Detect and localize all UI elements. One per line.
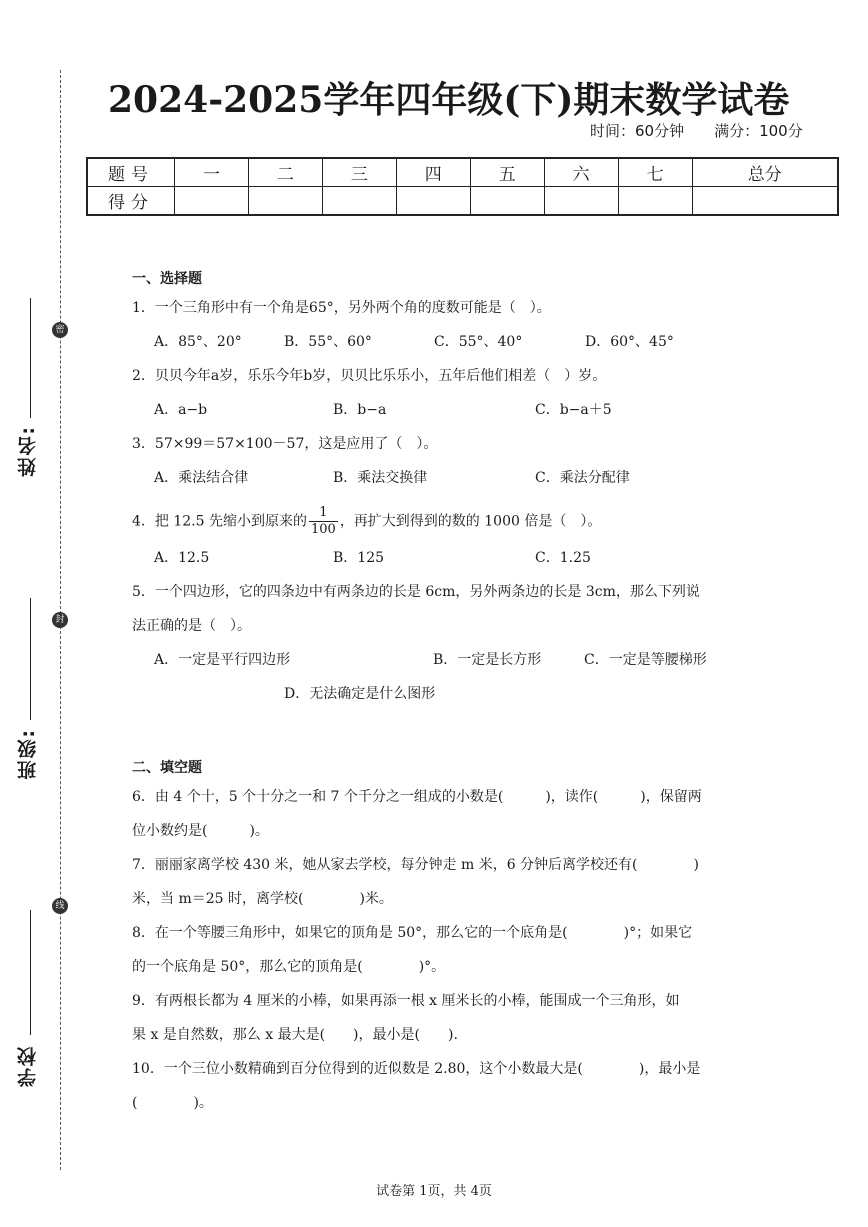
q3-option-b: B．乘法交换律 (333, 470, 428, 486)
q4-fraction (309, 505, 338, 538)
exam-full-score: 满分：100分 (714, 122, 803, 140)
seal-mark-feng: 封 (52, 612, 68, 628)
exam-info (590, 120, 803, 141)
q5-option-d: D．无法确定是什么图形 (284, 686, 436, 702)
exam-time: 时间：60分钟 (590, 122, 685, 140)
score-table-cell: 四 (396, 158, 470, 187)
score-row-label: 得分 (87, 187, 175, 216)
score-input-cell[interactable] (322, 187, 396, 216)
q3-option-c: C．乘法分配律 (535, 470, 630, 486)
q4-fraction-numerator: 1 (309, 505, 338, 522)
question-9-line-2: 果 x 是自然数，那么 x 最大是( )，最小是( ). (132, 1027, 458, 1043)
score-table-score-row (87, 187, 838, 216)
q2-option-c: C．b−a＋5 (535, 402, 612, 418)
section-title-fill: 二、填空题 (132, 760, 202, 776)
school-write-line (30, 910, 31, 1035)
q4-option-a: A．12.5 (154, 550, 210, 566)
q1-option-d: D．60°、45° (585, 334, 674, 350)
question-8-line-2: 的一个底角是 50°，那么它的顶角是( )°。 (132, 959, 446, 975)
question-2: 2．贝贝今年a岁，乐乐今年b岁，贝贝比乐乐小，五年后他们相差（ ）岁。 (132, 368, 607, 384)
q4-text-part-a: 4．把 12.5 先缩小到原来的 (132, 513, 307, 530)
score-table-cell: 题号 (87, 158, 175, 187)
score-table-cell: 三 (322, 158, 396, 187)
section-title-choice: 一、选择题 (132, 271, 202, 287)
score-input-cell[interactable] (396, 187, 470, 216)
q1-option-c: C．55°、40° (434, 334, 523, 350)
seal-mark-mi: 密 (52, 322, 68, 338)
score-table-cell: 六 (544, 158, 618, 187)
q4-fraction-denominator: 100 (310, 522, 336, 537)
question-8-line-1: 8．在一个等腰三角形中，如果它的顶角是 50°，那么它的一个底角是( )°；如果它 (132, 925, 693, 941)
score-input-cell[interactable] (692, 187, 838, 216)
question-5-line-1: 5．一个四边形，它的四条边中有两条边的长是 6cm，另外两条边的长是 3cm，那么下列说 (132, 584, 700, 600)
q5-option-a: A．一定是平行四边形 (154, 652, 291, 668)
score-table-header-row (87, 158, 838, 187)
score-input-cell[interactable] (248, 187, 322, 216)
score-table-cell: 二 (248, 158, 322, 187)
score-table-cell: 五 (470, 158, 544, 187)
q4-option-b: B．125 (333, 550, 385, 566)
q5-option-c: C．一定是等腰梯形 (584, 652, 707, 668)
question-10-line-1: 10．一个三位小数精确到百分位得到的近似数是 2.80，这个小数最大是( )，最小是 (132, 1061, 701, 1077)
name-label: 姓名: (17, 425, 39, 477)
school-label: 学校 (17, 1045, 39, 1087)
score-table-cell: 七 (618, 158, 692, 187)
score-table (86, 157, 839, 216)
q3-option-a: A．乘法结合律 (154, 470, 249, 486)
class-write-line (30, 598, 31, 720)
q5-option-b: B．一定是长方形 (433, 652, 542, 668)
class-label: 班级: (17, 728, 39, 780)
q2-option-b: B．b−a (333, 402, 387, 418)
question-3: 3．57×99＝57×100－57，这是应用了（ ）。 (132, 436, 438, 452)
question-1: 1．一个三角形中有一个角是65°，另外两个角的度数可能是（ ）。 (132, 300, 551, 316)
question-10-line-2: ( )。 (132, 1095, 213, 1111)
score-table-cell: 一 (175, 158, 249, 187)
score-input-cell[interactable] (618, 187, 692, 216)
q1-option-b: B．55°、60° (284, 334, 372, 350)
name-write-line (30, 298, 31, 418)
question-7-line-2: 米，当 m＝25 时，离学校( )米。 (132, 891, 393, 907)
question-9-line-1: 9．有两根长都为 4 厘米的小棒，如果再添一根 x 厘米长的小棒，能围成一个三角形，如 (132, 993, 680, 1009)
question-6-line-1: 6．由 4 个十，5 个十分之一和 7 个千分之一组成的小数是( )，读作( )，保留两 (132, 789, 702, 805)
score-input-cell[interactable] (470, 187, 544, 216)
q1-option-a: A．85°、20° (154, 334, 242, 350)
q4-option-c: C．1.25 (535, 550, 591, 566)
seal-mark-xian: 线 (52, 898, 68, 914)
page-footer: 试卷第 1页，共 4页 (376, 1184, 492, 1199)
question-6-line-2: 位小数约是( )。 (132, 823, 269, 839)
q2-option-a: A．a−b (154, 402, 208, 418)
q4-text-part-b: ，再扩大到得到的数的 1000 倍是（ ）。 (339, 513, 602, 530)
question-5-line-2: 法正确的是（ ）。 (132, 618, 251, 634)
score-input-cell[interactable] (175, 187, 249, 216)
score-table-cell: 总分 (692, 158, 838, 187)
question-4 (132, 505, 601, 538)
question-7-line-1: 7．丽丽家离学校 430 米，她从家去学校，每分钟走 m 米，6 分钟后离学校还有( ) (132, 857, 699, 873)
exam-title: 2024-2025学年四年级(下)期末数学试卷 (108, 79, 790, 121)
score-input-cell[interactable] (544, 187, 618, 216)
